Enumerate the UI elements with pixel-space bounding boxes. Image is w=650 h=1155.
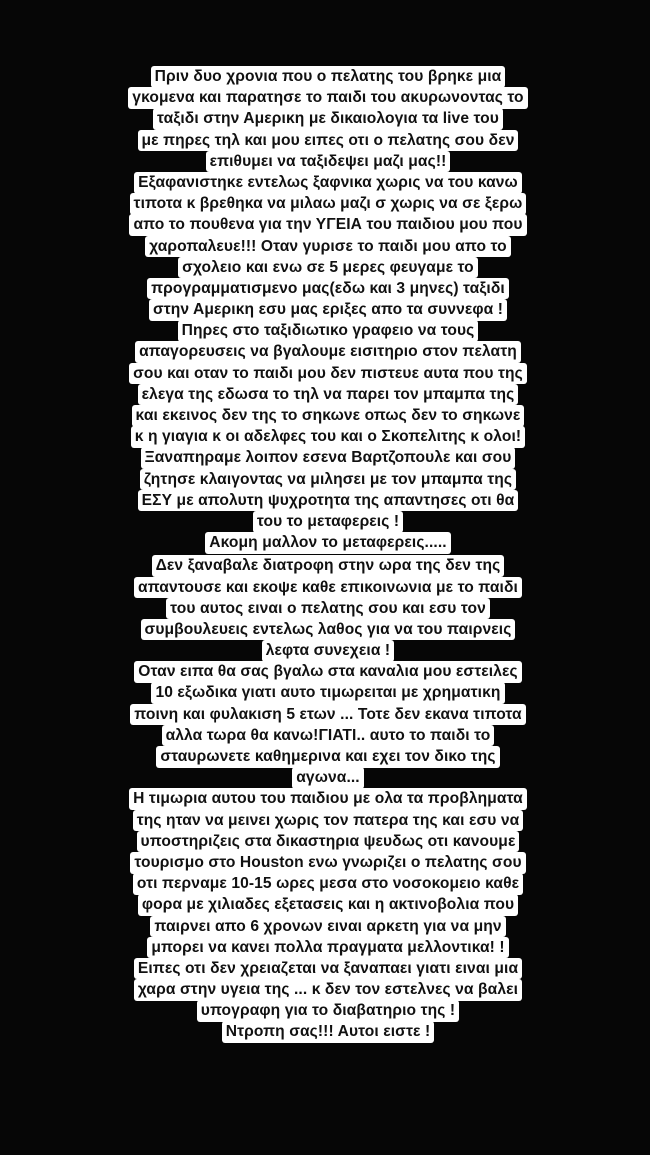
caption-line: και εκεινος δεν της το σηκωνε οπως δεν το σηκωνε xyxy=(78,405,578,426)
caption-line: ζητησε κλαιγοντας να μιλησει με τον μπαμπα της xyxy=(78,469,578,490)
caption-line: υπογραφη για το διαβατηριο της ! xyxy=(78,1000,578,1021)
caption-line: απαγορευσεις να βγαλουμε εισιτηριο στον πελατη xyxy=(78,341,578,362)
caption-line: τιποτα κ βρεθηκα να μιλαω μαζι σ χωρις να σε ξερω xyxy=(78,193,578,214)
caption-line: Οταν ειπα θα σας βγαλω στα καναλια μου εστειλες xyxy=(78,661,578,682)
caption-line: προγραμματισμενο μας(εδω και 3 μηνες) ταξιδι xyxy=(78,278,578,299)
caption-line: υποστηριζεις στα δικαστηρια ψευδως οτι κανουμε xyxy=(78,831,578,852)
caption-line: Πηρες στο ταξιδιωτικο γραφειο να τους xyxy=(78,320,578,341)
caption-line: φορα με χιλιαδες εξετασεις και η ακτινοβολια που xyxy=(78,894,578,915)
caption-line: γκομενα και παρατησε το παιδι του ακυρωνοντας το xyxy=(78,87,578,108)
caption-line: του το μεταφερεις ! xyxy=(78,511,578,532)
caption-line: σχολειο και ενω σε 5 μερες φευγαμε το xyxy=(78,257,578,278)
caption-line: αλλα τωρα θα κανω!ΓΙΑΤΙ.. αυτο το παιδι το xyxy=(78,725,578,746)
caption-line: απαντουσε και εκοψε καθε επικοινωνια με το παιδι xyxy=(78,577,578,598)
caption-line: αγωνα... xyxy=(78,767,578,788)
caption-line: τουρισμο στο Houston ενω γνωριζει ο πελατης σου xyxy=(78,852,578,873)
caption-line: Η τιμωρια αυτου του παιδιου με ολα τα προβληματα xyxy=(78,788,578,809)
caption-line: Ξαναπηραμε λοιπον εσενα Βαρτζοπουλε και σου xyxy=(78,447,578,468)
caption-line: ΕΣΥ με απολυτη ψυχροτητα της απαντησες οτι θα xyxy=(78,490,578,511)
caption-line: οτι περναμε 10-15 ωρες μεσα στο νοσοκομειο καθε xyxy=(78,873,578,894)
story-caption-block xyxy=(78,66,578,1043)
caption-line: χαρα στην υγεια της ... κ δεν τον εστελνες να βαλει xyxy=(78,979,578,1000)
caption-line: επιθυμει να ταξιδεψει μαζι μας!! xyxy=(78,151,578,172)
caption-line: χαροπαλευε!!! Οταν γυρισε το παιδι μου απο το xyxy=(78,236,578,257)
caption-line: σου και οταν το παιδι μου δεν πιστευε αυτα που της xyxy=(78,363,578,384)
caption-line: Δεν ξαναβαλε διατροφη στην ωρα της δεν της xyxy=(78,555,578,576)
caption-line: Πριν δυο χρονια που ο πελατης του βρηκε μια xyxy=(78,66,578,87)
caption-line: Ειπες οτι δεν χρειαζεται να ξαναπαει γιατι ειναι μια xyxy=(78,958,578,979)
caption-line: συμβουλευεις εντελως λαθος για να του παιρνεις xyxy=(78,619,578,640)
caption-line: ταξιδι στην Αμερικη με δικαιολογια τα live του xyxy=(78,108,578,129)
caption-line: ποινη και φυλακιση 5 ετων ... Τοτε δεν εκανα τιποτα xyxy=(78,704,578,725)
caption-line: Ντροπη σας!!! Αυτοι ειστε ! xyxy=(78,1021,578,1042)
caption-line: μπορει να κανει πολλα πραγματα μελλοντικα! ! xyxy=(78,937,578,958)
caption-line: του αυτος ειναι ο πελατης σου και εσυ τον xyxy=(78,598,578,619)
caption-line: της ηταν να μεινει χωρις τον πατερα της και εσυ να xyxy=(78,810,578,831)
caption-line: λεφτα συνεχεια ! xyxy=(78,640,578,661)
caption-line: με πηρες τηλ και μου ειπες οτι ο πελατης σου δεν xyxy=(78,130,578,151)
caption-line: απο το πουθενα για την ΥΓΕΙΑ του παιδιου μου που xyxy=(78,214,578,235)
caption-line: ελεγα της εδωσα το τηλ να παρει τον μπαμπα της xyxy=(78,384,578,405)
caption-line: παιρνει απο 6 χρονων ειναι αρκετη για να μην xyxy=(78,916,578,937)
caption-line: 10 εξωδικα γιατι αυτο τιμωρειται με χρηματικη xyxy=(78,682,578,703)
caption-line: κ η γιαγια κ οι αδελφες του και ο Σκοπελιτης κ ολοι! xyxy=(78,426,578,447)
caption-line: σταυρωνετε καθημερινα και εχει τον δικο της xyxy=(78,746,578,767)
caption-line: Εξαφανιστηκε εντελως ξαφνικα χωρις να του κανω xyxy=(78,172,578,193)
caption-line: στην Αμερικη εσυ μας εριξες απο τα συννεφα ! xyxy=(78,299,578,320)
caption-line: Ακομη μαλλον το μεταφερεις..... xyxy=(78,532,578,553)
